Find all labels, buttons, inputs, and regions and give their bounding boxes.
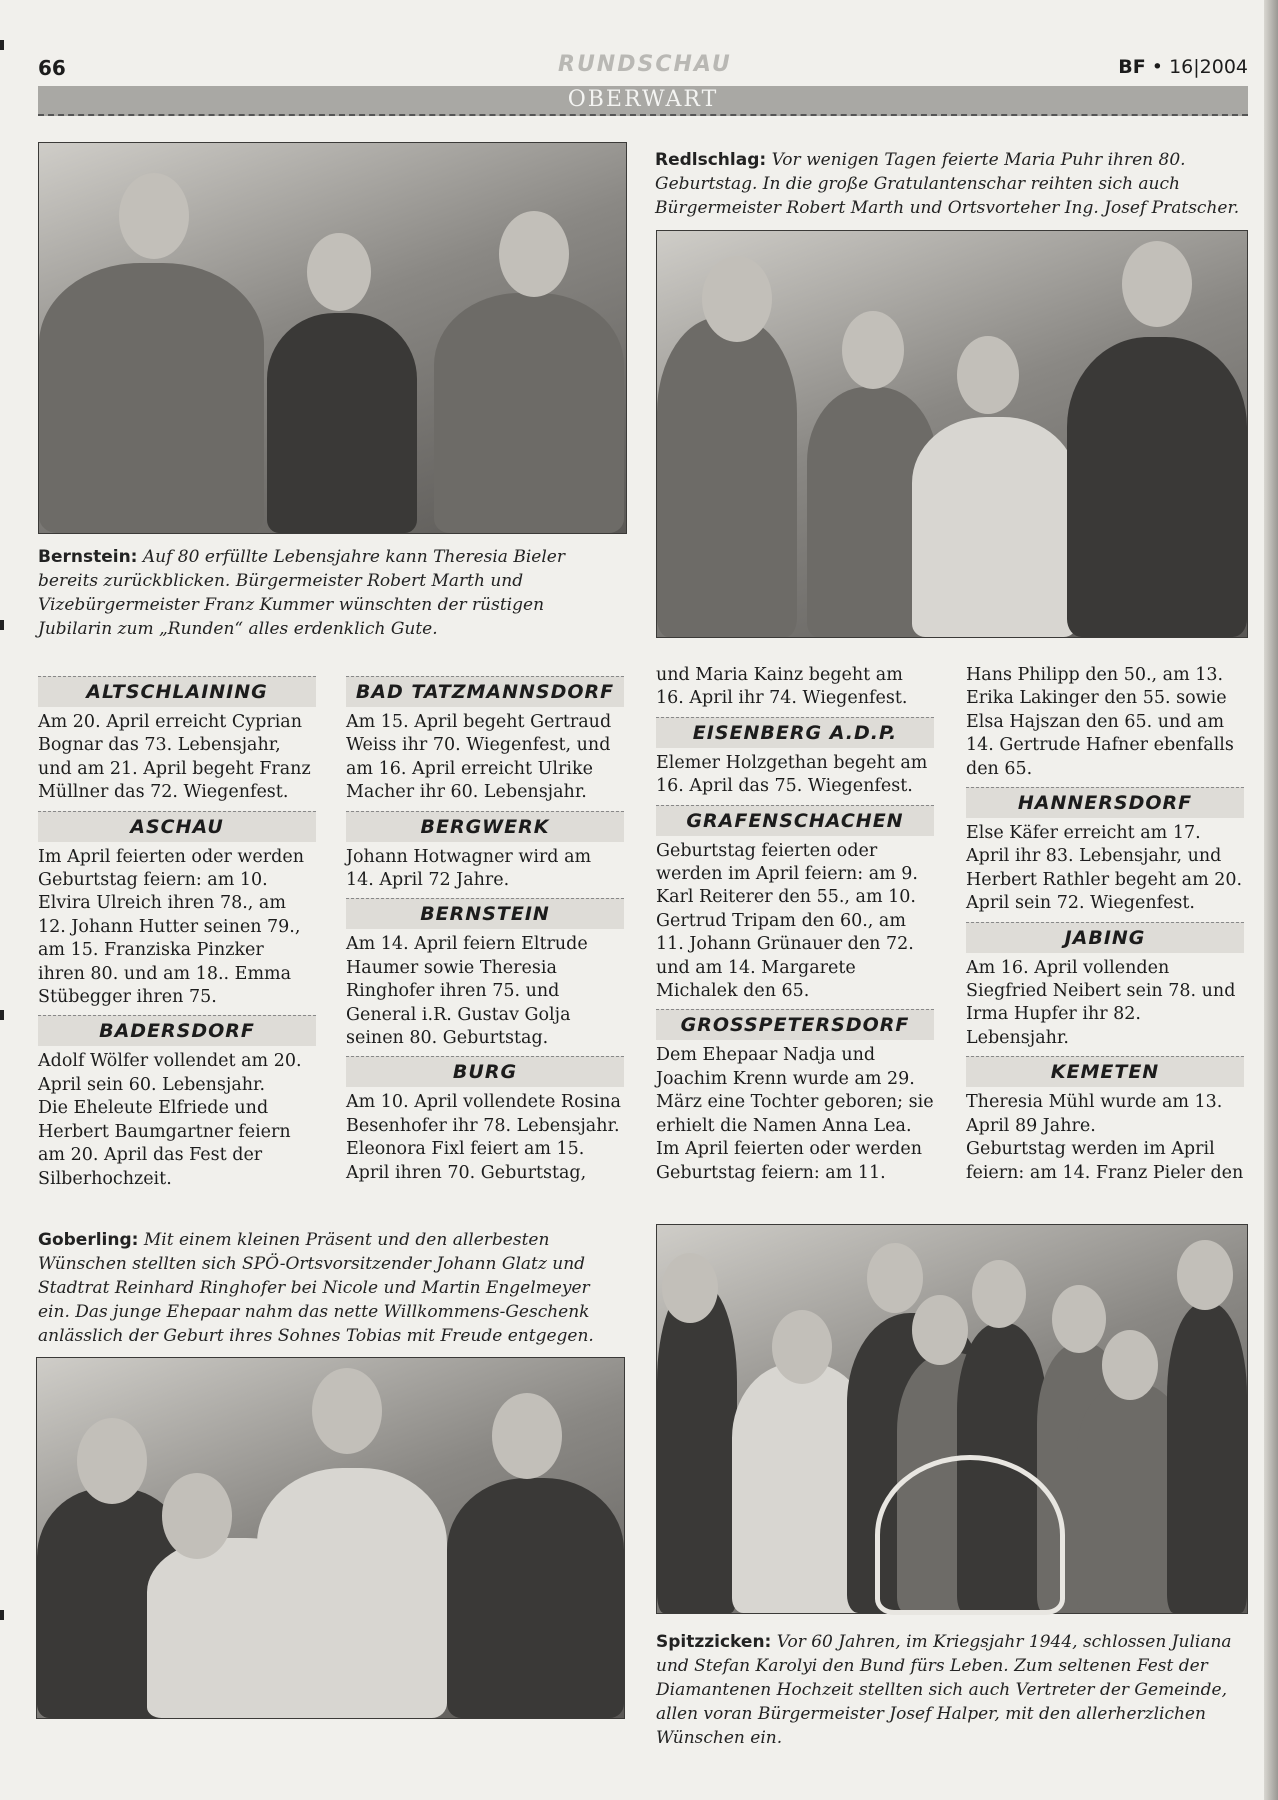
photo-figure-head	[77, 1418, 147, 1504]
photo-figure-head	[912, 1295, 968, 1365]
caption-bernstein	[38, 545, 608, 641]
town-heading: ALTSCHLAINING	[38, 676, 316, 707]
town-heading: BAD TATZMANNSDORF	[346, 676, 624, 707]
caption-redlschlag	[655, 148, 1245, 220]
town-heading: EISENBERG A.D.P.	[656, 717, 934, 748]
town-heading: BADERSDORF	[38, 1015, 316, 1046]
article-text: Am 10. April vollendete Rosina Besenhofer ihr 78. Lebensjahr. Eleonora Fixl feiert am 15. April ihren 70. Geburtstag,	[346, 1092, 621, 1183]
photo-figure-head	[1122, 241, 1192, 327]
article-column-3	[656, 664, 934, 1185]
photo-figure-head	[957, 336, 1019, 414]
photo-figure-head	[307, 233, 371, 311]
article-text: Geburtstag werden im April feiern: am 14. Franz Pieler den	[966, 1139, 1244, 1183]
photo-figure-head	[842, 311, 904, 389]
caption-goberling	[38, 1228, 623, 1348]
page-edge	[1264, 0, 1278, 1800]
photo-figure	[657, 317, 797, 637]
photo-figure-head	[119, 173, 189, 259]
scan-mark	[0, 1610, 4, 1620]
photo-figure	[1167, 1303, 1247, 1613]
article-text: Geburtstag feierten oder werden im April feiern: am 9. Karl Reiterer den 55., am 10. Gertrud Tripam den 60., am 11. Johann Grünauer den 72. und am 14. Margarete Michalek den 65.	[656, 840, 918, 1002]
article-text: Johann Hotwagner wird am 14. April 72 Jahre.	[346, 846, 592, 891]
photo-redlschlag	[656, 230, 1248, 638]
article-text: Else Käfer erreicht am 17. April ihr 83. Lebensjahr, und Herbert Rathler begeht am 20. April sein 72. Wiegenfest.	[966, 823, 1243, 914]
article-column-4	[966, 664, 1244, 1185]
photo-figure	[257, 1468, 447, 1718]
masthead: RUNDSCHAU	[558, 52, 732, 77]
section-title: OBERWART	[567, 87, 719, 112]
photo-figure	[39, 263, 264, 533]
scan-mark	[0, 1010, 4, 1020]
town-heading: JABING	[966, 922, 1244, 953]
photo-goberling	[36, 1357, 625, 1719]
town-heading: BERNSTEIN	[346, 898, 624, 929]
caption-place: Goberling:	[38, 1230, 139, 1250]
article-text: Am 16. April vollenden Siegfried Neibert sein 78. und Irma Hupfer ihr 82. Lebensjahr.	[966, 957, 1236, 1048]
article-text: Hans Philipp den 50., am 13. Erika Lakinger den 55. sowie Elsa Hajszan den 65. und am 14. Gertrude Hafner ebenfalls den 65.	[966, 665, 1234, 779]
photo-bernstein	[38, 142, 627, 534]
photo-figure-head	[662, 1253, 718, 1323]
caption-text: Auf 80 erfüllte Lebensjahre kann Theresia Bieler bereits zurückblicken. Bürgermeister Robert Marth und Vizebürgermeister Franz Kummer wünschten der rüstigen Jubilarin zum „Runden“ alles erdenklich Gute.	[38, 547, 565, 639]
article-text: Die Eheleute Elfriede und Herbert Baumgartner feiern am 20. April das Fest der Silberhochzeit.	[38, 1098, 291, 1189]
scan-mark	[0, 40, 4, 50]
photo-figure-head	[867, 1243, 923, 1313]
article-text: Dem Ehepaar Nadja und Joachim Krenn wurde am 29. März eine Tochter geboren; sie erhielt die Namen Anna Lea.	[656, 1045, 934, 1136]
photo-figure-head	[1052, 1285, 1106, 1353]
town-heading: HANNERSDORF	[966, 787, 1244, 818]
town-heading: GRAFENSCHACHEN	[656, 805, 934, 836]
photo-figure-head	[1102, 1330, 1158, 1400]
article-text: Adolf Wölfer vollendet am 20. April sein 60. Lebensjahr.	[38, 1051, 302, 1095]
town-heading: KEMETEN	[966, 1056, 1244, 1087]
issue-brand: BF	[1118, 56, 1146, 78]
photo-figure-head	[312, 1368, 382, 1454]
photo-figure-head	[1177, 1240, 1233, 1310]
photo-figure-head	[702, 256, 772, 342]
town-heading: BERGWERK	[346, 811, 624, 842]
section-bar	[38, 86, 1248, 116]
photo-figure	[657, 1283, 737, 1613]
article-text: Am 14. April feiern Eltrude Haumer sowie Theresia Ringhofer ihren 75. und General i.R. Gustav Golja seinen 80. Geburtstag.	[346, 934, 588, 1049]
town-heading: GROSSPETERSDORF	[656, 1009, 934, 1040]
article-text: Im April feierten oder werden Geburtstag feiern: am 11.	[656, 1139, 922, 1183]
gift-basket	[875, 1455, 1065, 1615]
article-text: und Maria Kainz begeht am 16. April ihr 74. Wiegenfest.	[656, 665, 908, 709]
page-header	[38, 52, 1248, 86]
photo-figure	[267, 313, 417, 533]
article-column-2	[346, 676, 624, 1185]
caption-text: Vor wenigen Tagen feierte Maria Puhr ihren 80. Geburtstag. In die große Gratulantenschar reihten sich auch Bürgermeister Robert Marth und Ortsvorteher Ing. Josef Pratscher.	[655, 150, 1240, 218]
photo-figure	[434, 293, 624, 533]
article-text: Elemer Holzgethan begeht am 16. April das 75. Wiegenfest.	[656, 752, 928, 797]
caption-place: Bernstein:	[38, 547, 138, 567]
town-heading: ASCHAU	[38, 811, 316, 842]
issue-info	[1118, 56, 1248, 78]
article-text: Im April feierten oder werden Geburtstag feiern: am 10. Elvira Ulreich ihren 78., am 12. Johann Hutter seinen 79., am 15. Franziska Pinzker ihren 80. und am 18.. Emma Stübegger ihren 75.	[38, 846, 304, 1008]
article-text: Theresia Mühl wurde am 13. April 89 Jahre.	[966, 1092, 1223, 1136]
caption-place: Redlschlag:	[655, 150, 767, 170]
article-column-1	[38, 676, 316, 1191]
photo-figure-head	[772, 1310, 832, 1384]
photo-figure-head	[499, 211, 569, 297]
caption-text: Mit einem kleinen Präsent und den allerbesten Wünschen stellten sich SPÖ-Ortsvorsitzender Johann Glatz und Stadtrat Reinhard Ringhofer bei Nicole und Martin Engelmeyer ein. Das junge Ehepaar nahm das nette Willkommens-Geschenk anlässlich der Geburt ihres Sohnes Tobias mit Freude entgegen.	[38, 1230, 594, 1346]
page-number: 66	[38, 56, 66, 80]
article-text: Am 15. April begeht Gertraud Weiss ihr 70. Wiegenfest, und am 16. April erreicht Ulrike Macher ihr 60. Lebensjahr.	[346, 712, 612, 803]
issue-separator: •	[1151, 56, 1164, 78]
photo-figure	[1067, 337, 1247, 637]
scan-mark	[0, 620, 4, 630]
issue-date: 16|2004	[1169, 56, 1248, 78]
photo-figure-head	[492, 1393, 562, 1479]
photo-figure	[447, 1478, 624, 1718]
photo-figure	[912, 417, 1077, 637]
town-heading: BURG	[346, 1056, 624, 1087]
caption-spitzzicken	[656, 1630, 1246, 1750]
photo-figure-head	[162, 1473, 232, 1559]
caption-place: Spitzzicken:	[656, 1632, 772, 1652]
caption-text: Vor 60 Jahren, im Kriegsjahr 1944, schlossen Juliana und Stefan Karolyi den Bund fürs Leben. Zum seltenen Fest der Diamantenen Hochzeit stellten sich auch Vertreter der Gemeinde, allen voran Bürgermeister Josef Halper, mit den allerherzlichen Wünschen ein.	[656, 1632, 1232, 1748]
article-text: Am 20. April erreicht Cyprian Bognar das 73. Lebensjahr, und am 21. April begeht Franz Müllner das 72. Wiegenfest.	[38, 712, 311, 803]
photo-figure-head	[972, 1260, 1026, 1328]
